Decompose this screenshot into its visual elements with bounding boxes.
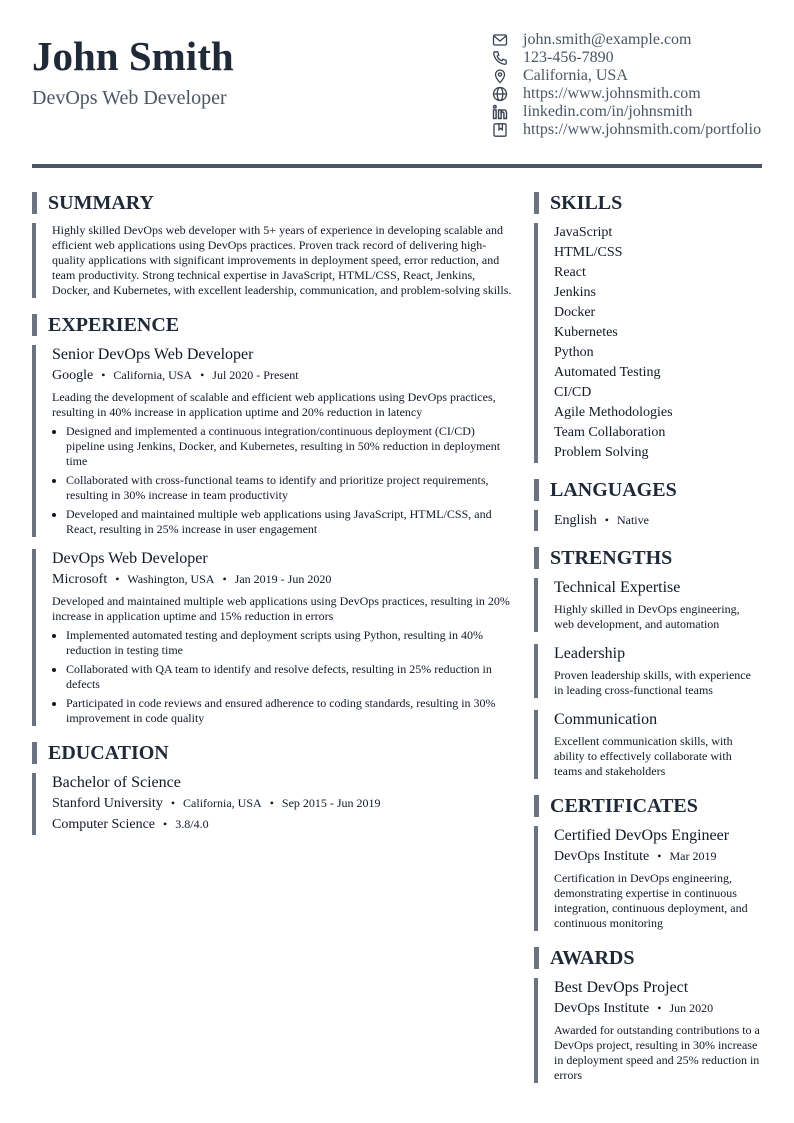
certificates-section	[534, 795, 762, 931]
school-location: California, USA	[183, 796, 262, 810]
resume-header	[32, 0, 762, 168]
skill-item: Jenkins	[554, 285, 596, 300]
skill-item: Kubernetes	[554, 325, 618, 340]
certificate-name: Certified DevOps Engineer	[554, 827, 730, 844]
contact-website[interactable]	[492, 85, 761, 103]
language-name: English	[554, 513, 597, 528]
award-date: Jun 2020	[669, 1001, 714, 1015]
award-name: Best DevOps Project	[554, 979, 689, 996]
school-name: Stanford University	[52, 796, 163, 811]
left-column	[32, 192, 512, 835]
section-title: STRENGTHS	[534, 547, 762, 569]
contact-location	[492, 67, 761, 85]
certificate-item	[534, 826, 762, 931]
separator-dot: •	[163, 817, 168, 831]
skill-item: HTML/CSS	[554, 245, 623, 260]
education-dates: Sep 2015 - Jun 2019	[281, 796, 381, 810]
skill-item: React	[554, 265, 586, 280]
strength-item	[534, 710, 762, 779]
job-bullet: • Designed and implemented a continuous integration/continuous deployment (CI/CD) pipeline using Jenkins, Docker, and Kubernetes, resulting in 50% reduction in deployment time	[66, 424, 512, 469]
strength-text: Excellent communication skills, with ability to effectively collaborate with teams and stakeholders	[554, 734, 733, 778]
contact-email-text: john.smith@example.com	[523, 31, 692, 48]
bookmark-icon	[492, 122, 508, 138]
job-bullet: • Developed and maintained multiple web applications using JavaScript, HTML/CSS, and React, resulting in 25% increase in user engagement	[66, 507, 512, 537]
header-divider	[32, 164, 762, 168]
skills-section	[534, 192, 762, 463]
right-column	[534, 192, 762, 1083]
experience-item	[32, 345, 512, 537]
job-location: California, USA	[113, 368, 193, 382]
section-title: SKILLS	[534, 192, 762, 214]
contact-portfolio[interactable]	[492, 121, 761, 139]
education-field-row	[52, 814, 512, 835]
strength-item	[534, 578, 762, 632]
contact-linkedin[interactable]	[492, 103, 761, 121]
section-title: EXPERIENCE	[32, 314, 512, 336]
field-of-study: Computer Science	[52, 817, 156, 832]
degree: Bachelor of Science	[52, 774, 181, 791]
award-item	[534, 978, 762, 1083]
contact-list	[492, 31, 761, 139]
strength-text: Highly skilled in DevOps engineering, web development, and automation	[554, 602, 740, 631]
education-section	[32, 742, 512, 835]
certificate-date: Mar 2019	[669, 849, 717, 863]
experience-section	[32, 314, 512, 726]
separator-dot: •	[222, 572, 227, 586]
skill-item: Agile Methodologies	[554, 405, 673, 420]
job-bullet: • Implemented automated testing and deployment scripts using Python, resulting in 40% reduction in testing time	[66, 628, 512, 658]
strength-name: Communication	[554, 711, 658, 728]
contact-location-text: California, USA	[523, 67, 628, 84]
award-text: Awarded for outstanding contributions to a DevOps project, resulting in 30% increase in deployment speed and 25% reduction in errors	[554, 1023, 760, 1082]
job-role: Senior DevOps Web Developer	[52, 346, 254, 363]
strengths-section	[534, 547, 762, 779]
section-title: CERTIFICATES	[534, 795, 762, 817]
job-bullet: • Collaborated with QA team to identify and resolve defects, resulting in 25% reduction in defects	[66, 662, 512, 692]
separator-dot: •	[657, 1001, 662, 1015]
job-description: Leading the development of scalable and efficient web applications using DevOps practices, resulting in 40% increase in application uptime and 20% reduction in latency	[52, 390, 496, 419]
contact-phone[interactable]	[492, 49, 761, 67]
location-pin-icon	[492, 68, 508, 84]
mail-icon	[492, 32, 508, 48]
job-meta	[52, 569, 512, 590]
skill-item: CI/CD	[554, 385, 592, 400]
separator-dot: •	[657, 849, 662, 863]
job-dates: Jul 2020 - Present	[212, 368, 299, 382]
linkedin-icon	[492, 104, 508, 120]
job-role: DevOps Web Developer	[52, 550, 208, 567]
separator-dot: •	[604, 513, 609, 527]
separator-dot: •	[170, 796, 176, 810]
strength-item	[534, 644, 762, 698]
strength-name: Technical Expertise	[554, 579, 681, 596]
contact-website-text: https://www.johnsmith.com	[523, 85, 701, 102]
skill-item: Automated Testing	[554, 365, 661, 380]
contact-portfolio-text: https://www.johnsmith.com/portfolio	[523, 121, 762, 138]
skill-item: Team Collaboration	[554, 425, 666, 440]
section-title: LANGUAGES	[534, 479, 762, 501]
job-description: Developed and maintained multiple web applications using DevOps practices, resulting in 20% increase in application uptime and 15% reduction in errors	[52, 594, 510, 623]
strength-text: Proven leadership skills, with experience in leading cross-functional teams	[554, 668, 751, 697]
strength-name: Leadership	[554, 645, 626, 662]
resume-page	[32, 0, 762, 1082]
separator-dot: •	[115, 572, 120, 586]
certificate-issuer: DevOps Institute	[554, 849, 650, 864]
job-company: Google	[52, 368, 94, 383]
awards-section	[534, 947, 762, 1083]
language-level: Native	[616, 513, 649, 527]
candidate-title: DevOps Web Developer	[32, 87, 227, 109]
contact-email[interactable]	[492, 31, 761, 49]
job-bullets	[52, 424, 512, 537]
job-dates: Jan 2019 - Jun 2020	[234, 572, 332, 586]
section-title: EDUCATION	[32, 742, 512, 764]
language-item	[534, 510, 762, 531]
certificate-text: Certification in DevOps engineering, demonstrating expertise in continuous integration, continuous deployment, and continuous monitoring	[554, 871, 748, 930]
summary-text: Highly skilled DevOps web developer with 5+ years of experience in developing scalable and efficient web applications using DevOps practices. Proven track record of delivering high-quality applications with significant improvements in deployment speed, error reduction, and team productivity. Strong technical expertise in JavaScript, HTML/CSS, React, Jenkins, Docker, and Kubernetes, with excellent leadership, communication, and problem-solving skills.	[52, 223, 512, 297]
separator-dot: •	[200, 368, 205, 382]
experience-item	[32, 549, 512, 726]
gpa: 3.8/4.0	[175, 817, 209, 831]
contact-linkedin-text: linkedin.com/in/johnsmith	[523, 103, 693, 120]
skill-item: Docker	[554, 305, 596, 320]
job-meta	[52, 365, 512, 386]
skill-item: Problem Solving	[554, 445, 649, 460]
skill-item: JavaScript	[554, 225, 613, 240]
education-item	[32, 773, 512, 835]
award-issuer: DevOps Institute	[554, 1001, 650, 1016]
candidate-name: John Smith	[32, 33, 234, 79]
education-meta	[52, 793, 512, 814]
skills-list	[534, 223, 762, 463]
separator-dot: •	[269, 796, 274, 810]
phone-icon	[492, 50, 508, 66]
job-bullet: • Participated in code reviews and ensured adherence to coding standards, resulting in 30% improvement in code quality	[66, 696, 512, 726]
contact-phone-text: 123-456-7890	[523, 49, 614, 66]
languages-section	[534, 479, 762, 531]
section-title: AWARDS	[534, 947, 762, 969]
globe-icon	[492, 86, 508, 102]
job-bullets	[52, 628, 512, 726]
separator-dot: •	[101, 368, 106, 382]
skill-item: Python	[554, 345, 594, 360]
summary-section	[32, 192, 512, 298]
job-company: Microsoft	[52, 572, 108, 587]
job-bullet: • Collaborated with cross-functional teams to identify and prioritize project requirements, resulting in 30% increase in team productivity	[66, 473, 512, 503]
job-location: Washington, USA	[127, 572, 215, 586]
section-title: SUMMARY	[32, 192, 512, 214]
